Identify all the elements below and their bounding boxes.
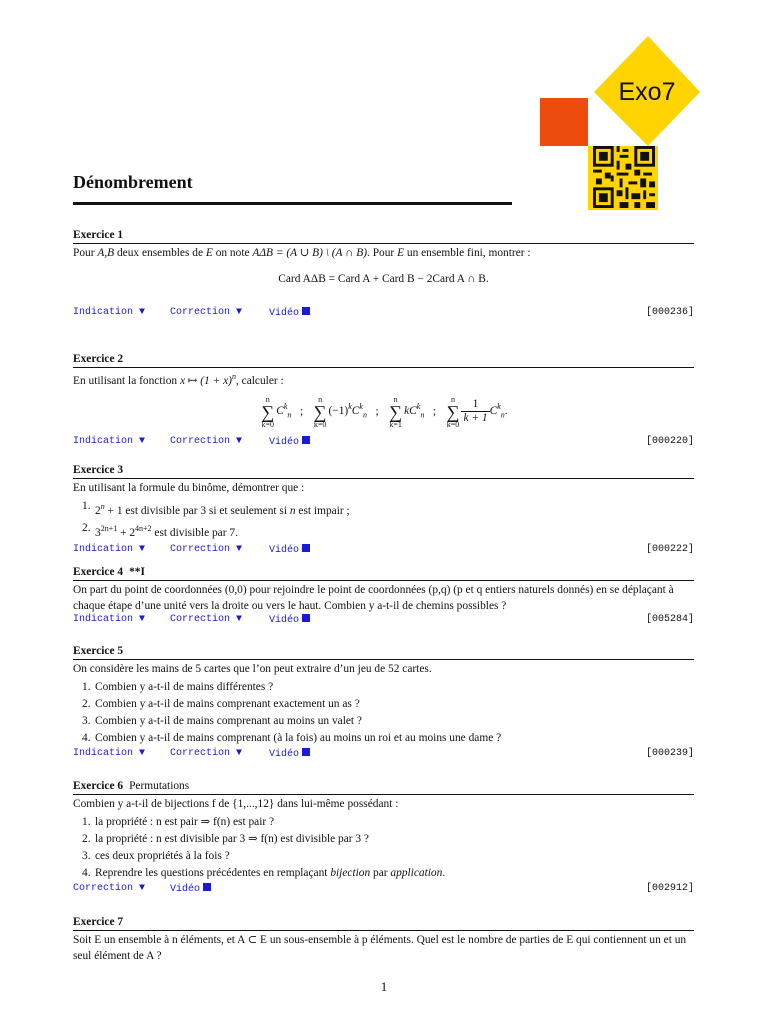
indication-link[interactable]: Indication ▼: [73, 748, 146, 759]
video-link[interactable]: Vidéo: [269, 544, 310, 556]
exercise-links: [73, 748, 694, 762]
correction-link[interactable]: Correction ▼: [73, 883, 146, 894]
exercise-links: [73, 307, 694, 321]
indication-link[interactable]: Indication ▼: [73, 614, 146, 625]
list-item: 4. Reprendre les questions précédentes en remplaçant bijection par application.: [82, 867, 446, 879]
exercise-items: [73, 679, 694, 747]
title-rule: [73, 202, 512, 205]
correction-link[interactable]: Correction ▼: [170, 307, 243, 318]
exercise-4: [73, 565, 694, 628]
exercise-3: [73, 463, 694, 558]
exercise-code: [000220]: [645, 435, 694, 447]
exercise-code: [000236]: [645, 307, 694, 318]
exercise-statement: On considère les mains de 5 cartes que l’on peut extraire d’un jeu de 52 cartes.: [73, 663, 432, 675]
exercise-heading: Exercice 4 **I: [73, 565, 694, 581]
sum-1: n ∑ k=0 $C^k_n$: [261, 394, 292, 429]
video-square-icon: [302, 748, 310, 756]
video-square-icon: [302, 614, 310, 622]
exercise-statement: On part du point de coordonnées (0,0) pour rejoindre le point de coordonnées (p,q) (p et q entiers naturels donnés) en se déplaçant à chaque étape d’une unité vers la droite ou vers le haut. Combien y a-t-il de chemins possibles ?: [73, 584, 674, 612]
video-square-icon: [302, 544, 310, 552]
exercise-statement: En utilisant la fonction x ↦ $(1 + x)^n$, calculer :: [73, 372, 284, 387]
list-item: 1. Combien y a-t-il de mains différentes ?: [82, 681, 274, 693]
list-item: 1. la propriété : n est pair ⇒ f(n) est pair ?: [82, 816, 275, 828]
exercise-5: [73, 644, 694, 762]
sum-4: n ∑ k=0 $\frac{1}{k + 1}$ $C^k_n$.: [446, 394, 508, 429]
exercise-statement: Soit E un ensemble à n éléments, et A ⊂ E un sous-ensemble à p éléments. Quel est le nombre de parties de E qui contiennent un et un seul élément de A ?: [73, 934, 687, 962]
video-square-icon: [302, 307, 310, 315]
exercise-code: [002912]: [645, 883, 694, 894]
exercise-links: [73, 883, 694, 897]
exercise-links: [73, 614, 694, 628]
exercise-topic-tag: Permutations: [129, 780, 190, 792]
qr-code-icon[interactable]: [593, 146, 655, 208]
list-item: 1. $2^n + 1$ est divisible par 3 si et seulement si n est impair ;: [82, 500, 350, 517]
exercise-code: [000239]: [645, 748, 694, 759]
correction-link[interactable]: Correction ▼: [170, 543, 243, 555]
exercise-items: [73, 498, 694, 542]
indication-link[interactable]: Indication ▼: [73, 543, 146, 555]
exercise-2: [73, 352, 694, 450]
sum-3: n ∑ k=1 $kC^k_n$: [389, 394, 425, 429]
exercise-1: [73, 228, 694, 321]
exercise-heading: Exercice 7: [73, 915, 694, 931]
exercise-heading: Exercice 6 Permutations: [73, 779, 694, 795]
correction-link[interactable]: Correction ▼: [170, 614, 243, 625]
exercise-links: [73, 544, 694, 558]
exercise-heading: Exercice 5: [73, 644, 694, 660]
logo-orange-square: [540, 98, 588, 146]
exercise-items: [73, 814, 694, 882]
page-title: Dénombrement: [73, 172, 193, 192]
formula: Card AΔB = Card A + Card B − 2Card A ∩ B.: [278, 273, 489, 285]
page-number: 1: [380, 979, 388, 994]
video-square-icon: [302, 436, 310, 444]
exercise-statement: Combien y a-t-il de bijections f de {1,...,12} dans lui-même possédant :: [73, 798, 399, 810]
exercise-statement: Pour A,B deux ensembles de E on note AΔB = (A ∪ B) \ (A ∩ B). Pour E un ensemble fini, montrer :: [73, 247, 531, 259]
exercise-heading: Exercice 2: [73, 352, 694, 368]
sum-formulas: n ∑ k=0 $C^k_n$ ; n ∑ k=0 $(-1)^kC^k_n$ ; n ∑ k=1 $kC^k_n$ ; n ∑ k=0 $\frac{1}{k + 1}$ $C^k_n$.: [261, 394, 508, 429]
list-item: 3. ces deux propriétés à la fois ?: [82, 850, 230, 862]
exercise-6: [73, 779, 694, 897]
list-item: 2. $3^{2n+1} + 2^{4n+2}$ est divisible par 7.: [82, 521, 238, 539]
video-link[interactable]: Vidéo: [269, 436, 310, 448]
exercise-code: [005284]: [645, 614, 694, 625]
list-item: 4. Combien y a-t-il de mains comprenant (à la fois) au moins un roi et au moins une dame ?: [82, 732, 502, 744]
correction-link[interactable]: Correction ▼: [170, 435, 243, 447]
video-link[interactable]: Vidéo: [269, 748, 310, 760]
correction-link[interactable]: Correction ▼: [170, 748, 243, 759]
sum-2: n ∑ k=0 $(-1)^kC^k_n$: [313, 394, 367, 429]
video-link[interactable]: Vidéo: [269, 614, 310, 626]
video-link[interactable]: Vidéo: [269, 307, 310, 319]
video-square-icon: [203, 883, 211, 891]
difficulty-tag: **I: [129, 566, 145, 578]
exercise-heading: Exercice 3: [73, 463, 694, 479]
exercise-links: [73, 436, 694, 450]
indication-link[interactable]: Indication ▼: [73, 435, 146, 447]
exercise-7: [73, 915, 694, 964]
list-item: 2. Combien y a-t-il de mains comprenant exactement un as ?: [82, 698, 360, 710]
exercise-statement: En utilisant la formule du binôme, démontrer que :: [73, 482, 305, 494]
logo-text: Exo7: [618, 78, 676, 106]
exercise-heading: Exercice 1: [73, 228, 694, 244]
exercise-code: [000222]: [645, 543, 694, 555]
list-item: 3. Combien y a-t-il de mains comprenant au moins un valet ?: [82, 715, 362, 727]
list-item: 2. la propriété : n est divisible par 3 ⇒ f(n) est divisible par 3 ?: [82, 833, 369, 845]
indication-link[interactable]: Indication ▼: [73, 307, 146, 318]
video-link[interactable]: Vidéo: [170, 883, 211, 895]
